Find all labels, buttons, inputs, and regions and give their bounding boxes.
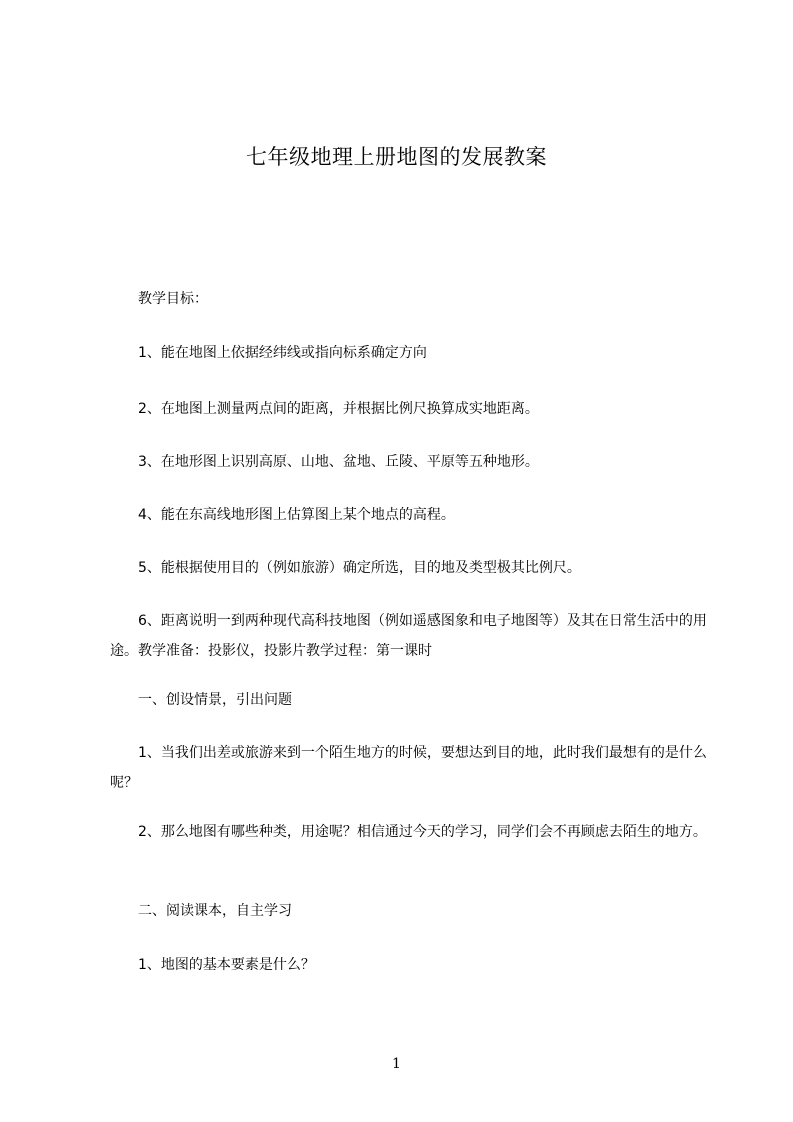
paragraph-indent — [110, 692, 138, 708]
page-number: 1 — [392, 1056, 401, 1072]
section-1-item-2 — [110, 817, 710, 847]
paragraph-indent — [110, 613, 138, 629]
document-title: 七年级地理上册地图的发展教案 — [246, 145, 547, 169]
paragraph-indent — [110, 507, 138, 523]
paragraph-text: 教学目标： — [138, 291, 208, 307]
section-1-heading — [110, 685, 710, 715]
objective-1 — [110, 338, 710, 368]
paragraph-text: 1、能在地图上依据经纬线或指向标系确定方向 — [138, 345, 427, 361]
paragraph-text: 一、创设情景，引出问题 — [138, 692, 292, 708]
paragraph-text: 2、那么地图有哪些种类，用途呢？相信通过今天的学习，同学们会不再顾虑去陌生的地方。 — [138, 824, 707, 840]
objective-4 — [110, 500, 710, 530]
section-2-item-1 — [110, 950, 710, 980]
objective-6 — [110, 606, 710, 666]
section-1-item-1 — [110, 738, 710, 798]
objective-3 — [110, 447, 710, 477]
paragraph-indent — [110, 957, 138, 973]
paragraph-text: 5、能根据使用目的（例如旅游）确定所选，目的地及类型极其比例尺。 — [138, 560, 581, 576]
paragraph-indent — [110, 824, 138, 840]
paragraph-text: 3、在地形图上识别高原、山地、盆地、丘陵、平原等五种地形。 — [138, 454, 539, 470]
objective-2 — [110, 394, 710, 424]
paragraph-text: 二、阅读课本，自主学习 — [138, 903, 292, 919]
objectives-heading — [110, 284, 710, 314]
paragraph-text: 2、在地图上测量两点间的距离，并根据比例尺换算成实地距离。 — [138, 401, 539, 417]
paragraph-indent — [110, 401, 138, 417]
paragraph-text: 4、能在东高线地形图上估算图上某个地点的高程。 — [138, 507, 455, 523]
paragraph-indent — [110, 345, 138, 361]
paragraph-text: 1、地图的基本要素是什么？ — [138, 957, 315, 973]
paragraph-indent — [110, 291, 138, 307]
section-2-heading — [110, 896, 710, 926]
paragraph-indent — [110, 560, 138, 576]
paragraph-text: 6、距离说明一到两种现代高科技地图（例如遥感图象和电子地图等）及其在日常生活中的用途。教学准备：投影仪，投影片教学过程：第一课时 — [110, 613, 707, 659]
objective-5 — [110, 553, 710, 583]
paragraph-indent — [110, 903, 138, 919]
paragraph-indent — [110, 454, 138, 470]
paragraph-text: 1、当我们出差或旅游来到一个陌生地方的时候，要想达到目的地，此时我们最想有的是什么呢？ — [110, 745, 707, 791]
paragraph-indent — [110, 745, 138, 761]
